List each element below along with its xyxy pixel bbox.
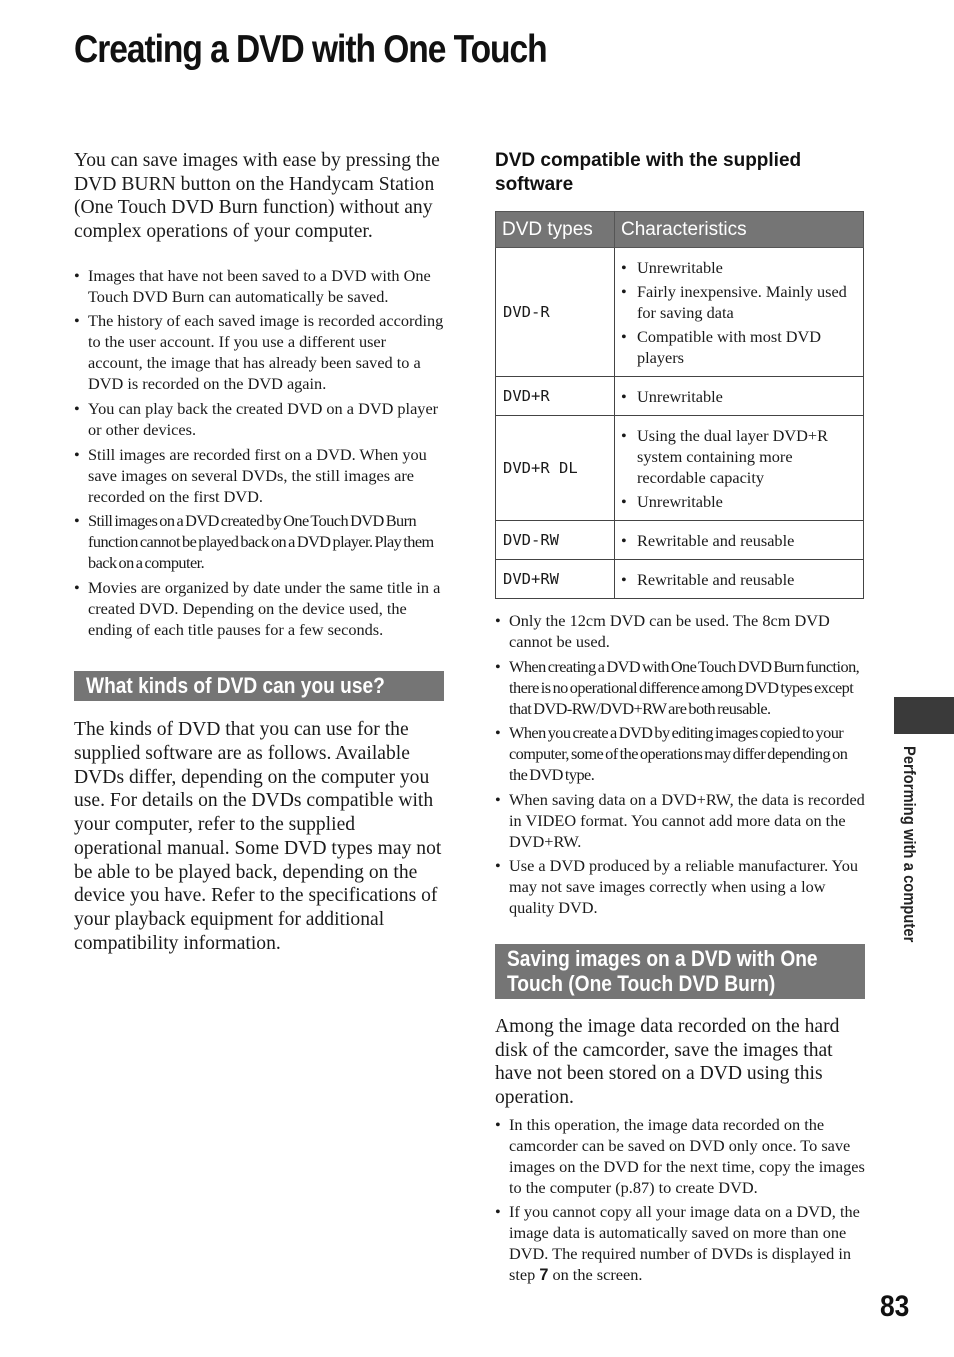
list-item: • Movies are organized by date under the same title in a created DVD. Depending on the device used, the ending of each title pauses for a few seconds. bbox=[74, 577, 444, 640]
section-heading-dvd-kinds bbox=[74, 671, 444, 701]
left-column bbox=[74, 149, 444, 955]
list-item: • Unrewritable bbox=[621, 257, 857, 278]
chapter-tab-label: Performing with a computer bbox=[900, 746, 919, 943]
compat-notes-list bbox=[495, 610, 865, 918]
list-item: • Images that have not been saved to a DVD with One Touch DVD Burn can automatically be saved. bbox=[74, 265, 444, 307]
list-item: • Rewritable and reusable bbox=[621, 569, 857, 590]
list-item bbox=[495, 1201, 865, 1286]
saving-paragraph: Among the image data recorded on the hard disk of the camcorder, save the images that have not been stored on a DVD using this operation. bbox=[495, 1015, 840, 1109]
list-item: • Only the 12cm DVD can be used. The 8cm DVD cannot be used. bbox=[495, 610, 865, 652]
table-row bbox=[496, 248, 864, 377]
compat-subheading: DVD compatible with the supplied software bbox=[495, 150, 802, 195]
list-item: • In this operation, the image data recorded on the camcorder can be saved on DVD only once. To save images on the DVD for the next time, copy the images to the computer (p.87) to create DVD. bbox=[495, 1114, 865, 1198]
list-item: • Unrewritable bbox=[621, 491, 857, 512]
dvd-types-table bbox=[495, 211, 864, 599]
table-row bbox=[496, 560, 864, 599]
dvd-kinds-paragraph: The kinds of DVD that you can use for the supplied software are as follows. Available DVDs differ, depending on the computer you use. For details on the DVDs compatible with your computer, refer to the supplied operational manual. Some DVD types may not be able to be played back, depending on the device you have. Refer to the specifications of your playback equipment for additional compatibility information. bbox=[74, 719, 442, 954]
characteristics-cell bbox=[615, 248, 864, 377]
intro-bullet-list bbox=[74, 265, 444, 640]
column-header-dvd-types: DVD types bbox=[496, 212, 615, 248]
list-item: • Unrewritable bbox=[621, 386, 857, 407]
page-title: Creating a DVD with One Touch bbox=[74, 28, 547, 71]
dvd-type-cell: DVD-RW bbox=[496, 521, 615, 560]
list-item: • Rewritable and reusable bbox=[621, 530, 857, 551]
table-row bbox=[496, 521, 864, 560]
list-item: • Still images are recorded first on a DVD. When you save images on several DVDs, the still images are recorded on the first DVD. bbox=[74, 444, 444, 507]
saving-bullet-list bbox=[495, 1114, 865, 1287]
list-item: • Fairly inexpensive. Mainly used for saving data bbox=[621, 281, 857, 323]
list-item: • Using the dual layer DVD+R system containing more recordable capacity bbox=[621, 425, 857, 488]
page-number: 83 bbox=[880, 1290, 910, 1323]
intro-paragraph: You can save images with ease by pressing the DVD BURN button on the Handycam Station (One Touch DVD Burn function) without any complex operations of your computer. bbox=[74, 150, 440, 243]
table-header-row bbox=[496, 212, 864, 248]
dvd-type-cell: DVD+RW bbox=[496, 560, 615, 599]
list-item: • Still images on a DVD created by One Touch DVD Burn function cannot be played back on a DVD player. Play them back on a computer. bbox=[74, 510, 444, 573]
table-row bbox=[496, 377, 864, 416]
dvd-type-cell: DVD+R bbox=[496, 377, 615, 416]
table-row bbox=[496, 416, 864, 521]
list-item: • Compatible with most DVD players bbox=[621, 326, 857, 368]
characteristics-cell bbox=[615, 377, 864, 416]
chapter-tab-marker bbox=[894, 697, 954, 734]
characteristics-cell bbox=[615, 416, 864, 521]
list-item: • When you create a DVD by editing images copied to your computer, some of the operations may differ depending on the DVD type. bbox=[495, 722, 865, 785]
section-heading-text: What kinds of DVD can you use? bbox=[86, 673, 385, 699]
column-header-characteristics: Characteristics bbox=[615, 212, 864, 248]
step-number: 7 bbox=[539, 1266, 549, 1285]
list-item-text: If you cannot copy all your image data on a DVD, the image data is automatically saved on more than one DVD. The required number of DVDs is displayed in step bbox=[509, 1202, 860, 1285]
right-column bbox=[495, 149, 865, 1290]
dvd-type-cell: DVD+R DL bbox=[496, 416, 615, 521]
list-item: • When saving data on a DVD+RW, the data is recorded in VIDEO format. You cannot add more data on the DVD+RW. bbox=[495, 789, 865, 852]
list-item: • Use a DVD produced by a reliable manufacturer. You may not save images correctly when using a low quality DVD. bbox=[495, 855, 865, 918]
dvd-type-cell: DVD-R bbox=[496, 248, 615, 377]
section-heading-saving bbox=[495, 944, 865, 999]
characteristics-cell bbox=[615, 560, 864, 599]
list-item: • The history of each saved image is recorded according to the user account. If you use a different user account, the image that has already been saved to a DVD is recorded on the DVD again. bbox=[74, 310, 444, 394]
characteristics-cell bbox=[615, 521, 864, 560]
section-heading-text: Saving images on a DVD with One Touch (One Touch DVD Burn) bbox=[507, 945, 818, 996]
list-item: • You can play back the created DVD on a DVD player or other devices. bbox=[74, 398, 444, 440]
list-item: • When creating a DVD with One Touch DVD Burn function, there is no operational difference among DVD types except that DVD-RW/DVD+RW are both reusable. bbox=[495, 656, 865, 719]
step-suffix: on the screen. bbox=[552, 1265, 643, 1285]
